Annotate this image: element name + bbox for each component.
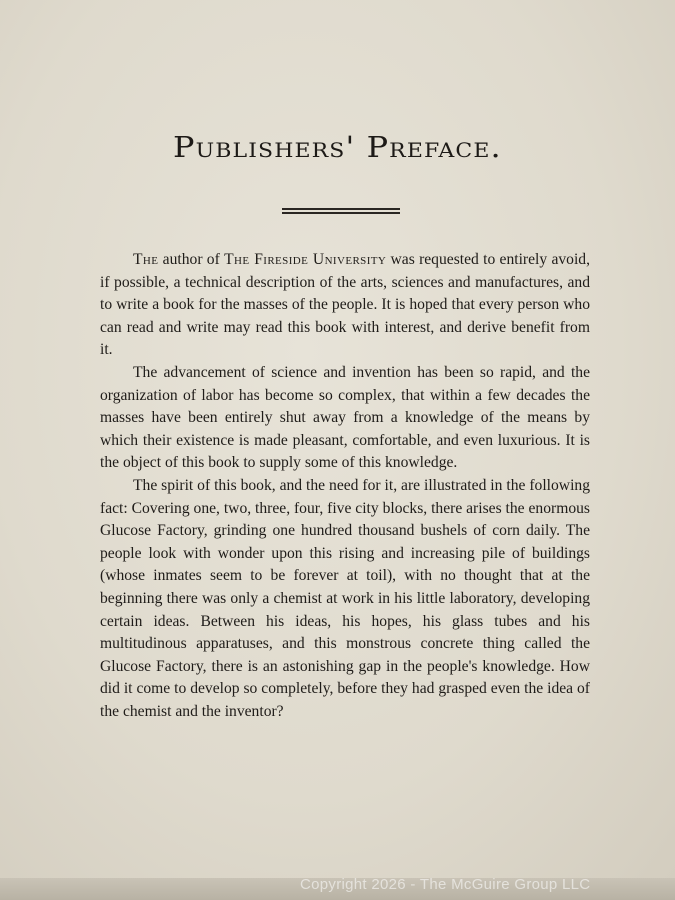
paragraph-1 [100, 249, 590, 362]
paragraph-1-lead: The [133, 251, 159, 268]
book-title: The Fireside University [224, 251, 387, 268]
rule-line-top [282, 208, 400, 210]
paragraph-1-text-a: author of [158, 251, 225, 268]
paragraph-2: The advancement of science and invention has been so rapid, and the organization of labor has become so complex, that within a few decades the masses have been entirely shut away from a knowledge of the means by which their existence is made pleasant, comfortable, and even luxurious. It is the object of this book to supply some of this knowledge. [100, 363, 590, 472]
title-double-rule [282, 208, 400, 214]
preface-body [100, 249, 590, 723]
rule-line-bottom [282, 212, 400, 214]
page-title-text: Publishers' Preface. [173, 130, 502, 164]
paragraph-3: The spirit of this book, and the need for it, are illustrated in the following fact: Covering one, two, three, four, five city blocks, there arises the enormous Glucose Factory, grinding one hundred thousand bushels of corn daily. The people look with wonder upon this rising and increasing pile of buildings (whose inmates seem to be forever at toil), with no thought that at the beginning there was only a chemist at work in his little laboratory, developing certain ideas. Between his ideas, his hopes, his glass tubes and his multitudinous apparatuses, and this monstrous concrete thing called the Glucose Factory, there is an astonishing gap in the people's knowledge. How did it come to develop so completely, before they had grasped even the idea of the chemist and the inventor? [100, 476, 590, 720]
page-title [0, 130, 675, 164]
paragraph-1-text-b: was requested to entirely avoid, if possible, a technical description of the arts, sciences and manufactures, and to write a book for the masses of the people. It is hoped that every person who can read and write may read this book with interest, and derive benefit from it. [100, 251, 590, 359]
copyright-watermark: Copyright 2026 - The McGuire Group LLC [300, 876, 591, 893]
